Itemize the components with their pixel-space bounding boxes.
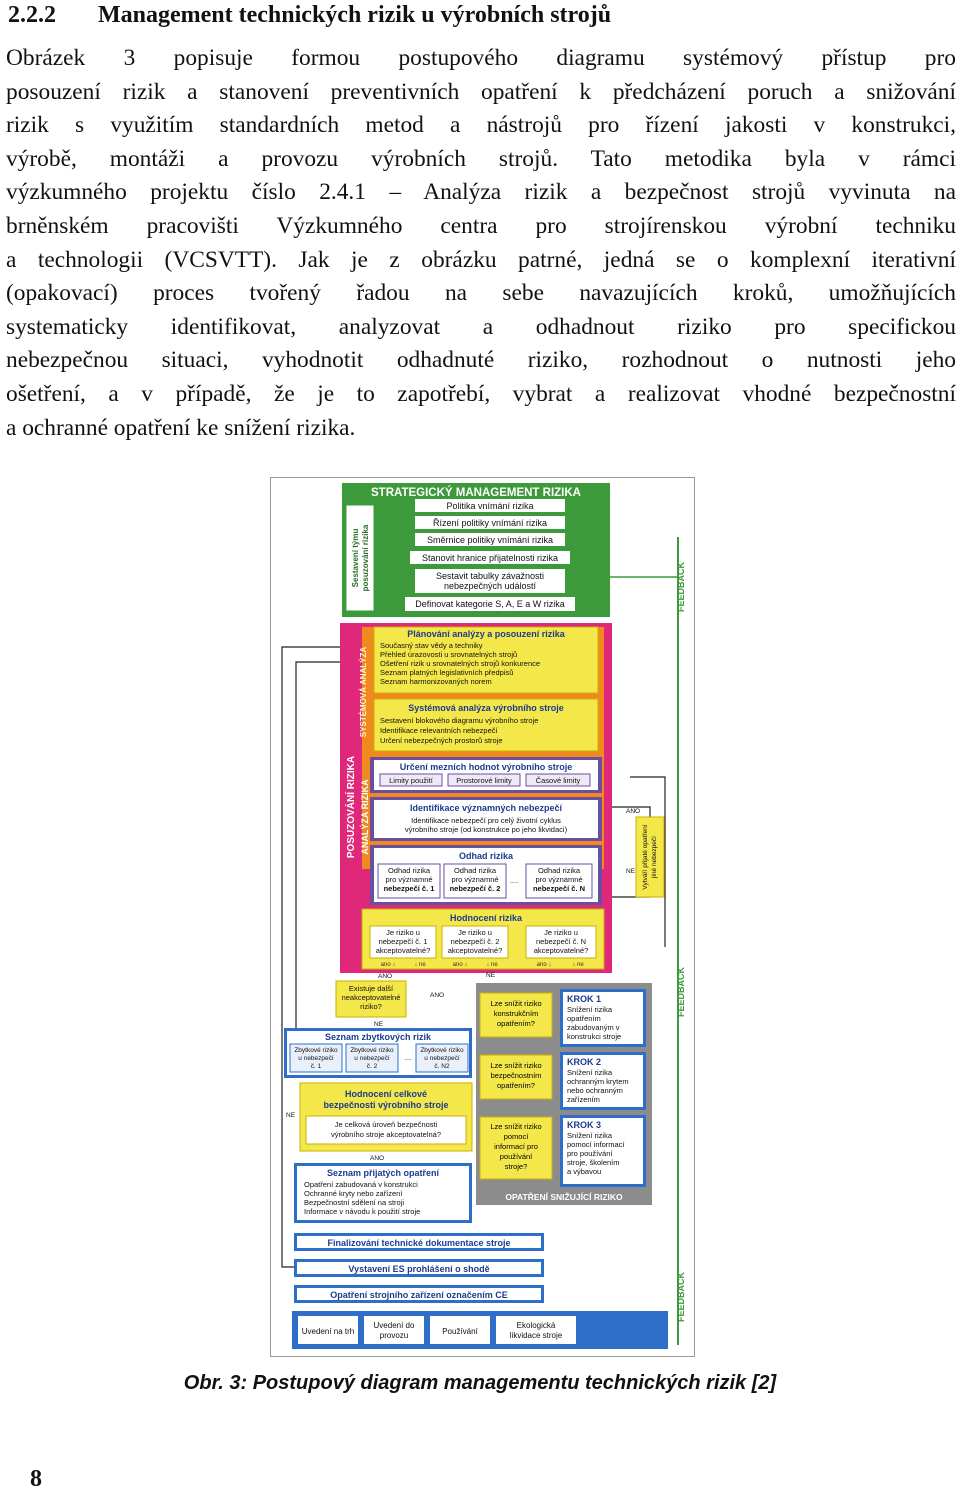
no-label: NE bbox=[626, 868, 636, 875]
reduce-question: opatřením? bbox=[497, 1081, 535, 1090]
residual-item: Zbytkové riziko bbox=[420, 1047, 464, 1054]
lifecycle-step: Používání bbox=[442, 1327, 478, 1336]
strategic-step: Politika vnímání rizika bbox=[446, 501, 534, 511]
strategic-step: Řízení politiky vnímání rizika bbox=[432, 518, 548, 528]
team-label-2: posuzování rizika bbox=[361, 524, 370, 592]
systemic-label: SYSTÉMOVÁ ANALÝZA bbox=[359, 646, 368, 738]
paragraph-line: a ochranné opatření ke snížení rizika. bbox=[6, 414, 356, 441]
final-step: Opatření strojního zařízení označením CE bbox=[330, 1290, 508, 1300]
step-title: KROK 1 bbox=[567, 994, 602, 1004]
section-number: 2.2.2 bbox=[8, 2, 56, 28]
planning-item: Seznam platných legislativních předpisů bbox=[380, 668, 514, 677]
page-number: 8 bbox=[30, 1466, 42, 1492]
evaluation-answer: ano ↓ bbox=[380, 962, 396, 968]
yes-label: ANO bbox=[430, 992, 445, 999]
lifecycle-step: Ekologická bbox=[516, 1321, 556, 1330]
reduce-question: Lze snížit riziko bbox=[490, 1061, 542, 1070]
final-step: Vystavení ES prohlášení o shodě bbox=[348, 1264, 490, 1274]
lifecycle-step: likvidace stroje bbox=[509, 1331, 563, 1340]
step-line: nebo ochranným bbox=[567, 1086, 623, 1095]
step-title: KROK 2 bbox=[567, 1057, 602, 1067]
no-label: NE bbox=[486, 972, 496, 979]
limits-title: Určení mezních hodnot výrobního stroje bbox=[399, 762, 573, 772]
system-analysis-title: Systémová analýza výrobního stroje bbox=[408, 703, 564, 713]
paragraph-line: systematicky identifikovat, analyzovat a odhadnout riziko pro specifickou bbox=[6, 313, 956, 340]
residual-item: č. 2 bbox=[366, 1063, 378, 1070]
step-line: Snížení rizika bbox=[567, 1068, 613, 1077]
evaluation-title: Hodnocení rizika bbox=[449, 913, 523, 923]
estimation-item: pro významné bbox=[535, 875, 583, 884]
planning-item: Ošetření rizik u srovnatelných strojů konkurence bbox=[380, 659, 541, 668]
step-line: Snížení rizika bbox=[567, 1005, 613, 1014]
risk-management-flowchart bbox=[270, 477, 695, 1357]
accepted-question: jiné nebezpečí bbox=[651, 836, 658, 878]
paragraph-line: posouzení rizik a stanovení preventivních opatření k předcházení poruch a snižování bbox=[6, 78, 956, 105]
paragraph-line: brněnském pracovišti Výzkumného centra pro strojírenskou výrobní techniku bbox=[6, 212, 956, 239]
evaluation-item: nebezpečí č. 2 bbox=[450, 937, 500, 946]
planning-item: Současný stav vědy a techniky bbox=[380, 641, 483, 650]
residual-item: Zbytkové riziko bbox=[350, 1047, 394, 1054]
lifecycle-step: provozu bbox=[379, 1331, 409, 1340]
identification-line: výrobního stroje (od konstrukce po jeho likvidaci) bbox=[404, 825, 568, 834]
measures-list-item: Bezpečnostní sdělení na stroji bbox=[304, 1198, 405, 1207]
planning-item: Seznam harmonizovaných norem bbox=[380, 677, 492, 686]
strategic-step: nebezpečných událostí bbox=[443, 581, 537, 591]
accepted-question: Vytváří přijaté opatření bbox=[642, 824, 649, 890]
lifecycle-step: Uvedení na trh bbox=[301, 1327, 355, 1336]
evaluation-item: nebezpečí č. 1 bbox=[378, 937, 428, 946]
reduce-question: bezpečnostním bbox=[490, 1071, 542, 1080]
limit-item: Prostorové limity bbox=[456, 776, 512, 785]
evaluation-item: Je riziko u bbox=[544, 928, 578, 937]
reduce-question: pomocí bbox=[503, 1132, 529, 1141]
residual-item: č. 1 bbox=[310, 1063, 322, 1070]
evaluation-item: Je riziko u bbox=[458, 928, 492, 937]
estimation-title: Odhad rizika bbox=[458, 851, 514, 861]
evaluation-item: akceptovatelné? bbox=[533, 946, 589, 955]
section-title: Management technických rizik u výrobních strojů bbox=[98, 2, 612, 28]
overall-question: Je celková úroveň bezpečnosti bbox=[334, 1120, 438, 1129]
further-risk-question: neakceptovatelné bbox=[341, 993, 401, 1002]
paragraph-line: nebezpečnou situaci, vyhodnotit odhadnuté riziko, rozhodnout o nutnosti jeho bbox=[6, 347, 956, 374]
reduce-question: Lze snížit riziko bbox=[490, 999, 542, 1008]
evaluation-answer: ano ↓ bbox=[536, 962, 552, 968]
lifecycle-step: Uvedení do bbox=[373, 1321, 415, 1330]
section-heading bbox=[8, 2, 611, 29]
yes-label: ANO bbox=[370, 1155, 385, 1162]
strategic-title: STRATEGICKÝ MANAGEMENT RIZIKA bbox=[371, 487, 581, 499]
analysis-label: ANALÝZA RIZIKA bbox=[360, 779, 370, 855]
residual-item: Zbytkové riziko bbox=[294, 1047, 338, 1054]
assessment-label: POSUZOVÁNÍ RIZIKA bbox=[346, 755, 357, 859]
limit-item: Časové limity bbox=[535, 776, 581, 785]
step-line: zabudovaným v bbox=[567, 1023, 620, 1032]
evaluation-item: akceptovatelné? bbox=[447, 946, 503, 955]
measures-list-item: Opatření zabudovaná v konstrukci bbox=[304, 1180, 418, 1189]
evaluation-item: Je riziko u bbox=[386, 928, 420, 937]
step-line: ochranným krytem bbox=[567, 1077, 629, 1086]
residual-dots: .... bbox=[404, 1055, 412, 1062]
step-line: pomocí informací bbox=[567, 1140, 625, 1149]
overall-title: bezpečnosti výrobního stroje bbox=[323, 1100, 449, 1110]
planning-title: Plánování analýzy a posouzení rizika bbox=[407, 629, 565, 639]
reduce-question: konstrukčním bbox=[493, 1009, 539, 1018]
feedback-label-3: FEEDBACK bbox=[676, 1271, 686, 1323]
strategic-step: Sestavit tabulky závažnosti bbox=[435, 571, 545, 581]
evaluation-answer: ano ↓ bbox=[452, 962, 468, 968]
paragraph-line: výrobě, montáži a provozu výrobních strojů. Tato metodika byla v rámci bbox=[6, 145, 956, 172]
reduce-question: stroje? bbox=[504, 1162, 528, 1171]
residual-item: u nebezpečí bbox=[354, 1055, 390, 1062]
system-analysis-item: Identifikace relevantních nebezpečí bbox=[380, 726, 498, 735]
step-line: pro používání bbox=[567, 1149, 613, 1158]
residual-item: u nebezpečí bbox=[424, 1055, 460, 1062]
limit-item: Limity použití bbox=[389, 776, 433, 785]
estimation-item: nebezpečí č. N bbox=[532, 884, 586, 893]
identification-line: Identifikace nebezpečí pro celý životní cyklus bbox=[411, 816, 561, 825]
estimation-item: pro významné bbox=[451, 875, 499, 884]
measures-list-title: Seznam přijatých opatření bbox=[326, 1168, 440, 1178]
evaluation-answer: ↓ ne bbox=[414, 962, 426, 968]
system-analysis-item: Určení nebezpečných prostorů stroje bbox=[380, 736, 503, 745]
residual-item: č. N2 bbox=[434, 1063, 450, 1070]
residual-item: u nebezpečí bbox=[298, 1055, 334, 1062]
estimation-item: nebezpečí č. 2 bbox=[449, 884, 501, 893]
estimation-item: nebezpečí č. 1 bbox=[383, 884, 435, 893]
evaluation-answer: ↓ ne bbox=[486, 962, 498, 968]
paragraph-line: ošetření, a v případě, že je to zapotřebí, vybrat a realizovat vhodné bezpečnostní bbox=[6, 380, 956, 407]
measures-list-item: Informace v návodu k použití stroje bbox=[304, 1207, 421, 1216]
step-line: zařízením bbox=[567, 1095, 600, 1104]
paragraph-line: (opakovací) proces tvořený řadou na sebe navazujících kroků, umožňujících bbox=[6, 280, 956, 307]
measures-label: OPATŘENÍ SNIŽUJÍCÍ RIZIKO bbox=[505, 1192, 623, 1202]
paragraph-line: a technologii (VCSVTT). Jak je z obrázku patrné, jedná se o komplexní iterativní bbox=[6, 246, 956, 273]
evaluation-answer: ↓ ne bbox=[572, 962, 584, 968]
step-line: a výbavou bbox=[567, 1167, 602, 1176]
step-line: stroje, školením bbox=[567, 1158, 620, 1167]
no-label: NE bbox=[286, 1112, 296, 1119]
residual-title: Seznam zbytkových rizik bbox=[324, 1032, 432, 1042]
strategic-step: Směrnice politiky vnímání rizika bbox=[426, 535, 554, 545]
evaluation-item: nebezpečí č. N bbox=[535, 937, 587, 946]
body-paragraph bbox=[6, 42, 956, 445]
strategic-step: Stanovit hranice přijatelnosti rizika bbox=[421, 553, 559, 563]
step-line: Snížení rizika bbox=[567, 1131, 613, 1140]
step-line: opatřením bbox=[567, 1014, 601, 1023]
feedback-label-1: FEEDBACK bbox=[676, 561, 686, 613]
yes-label: ANO bbox=[378, 973, 393, 980]
paragraph-line: výzkumného projektu číslo 2.4.1 – Analýza rizik a bezpečnost strojů vyvinuta na bbox=[6, 179, 956, 206]
reduce-question: informací pro bbox=[494, 1142, 538, 1151]
planning-item: Přehled úrazovosti u srovnatelných strojů bbox=[380, 650, 518, 659]
reduce-question: používání bbox=[499, 1152, 533, 1161]
further-risk-question: Existuje další bbox=[348, 984, 394, 993]
reduce-question: opatřením? bbox=[497, 1019, 535, 1028]
estimation-item: Odhad rizika bbox=[537, 866, 581, 875]
paragraph-line: rizik s využitím standardních metod a nástrojů pro řízení jakosti v konstrukci, bbox=[6, 112, 956, 139]
no-label: NE bbox=[374, 1021, 384, 1028]
overall-title: Hodnocení celkové bbox=[344, 1089, 428, 1099]
estimation-item: pro významné bbox=[385, 875, 433, 884]
final-step: Finalizování technické dokumentace stroje bbox=[327, 1238, 511, 1248]
yes-label: ANO bbox=[626, 808, 641, 815]
estimation-item: Odhad rizika bbox=[387, 866, 431, 875]
evaluation-item: akceptovatelné? bbox=[375, 946, 431, 955]
figure-caption: Obr. 3: Postupový diagram managementu technických rizik [2] bbox=[183, 1372, 777, 1394]
strategic-step: Definovat kategorie S, A, E a W rizika bbox=[415, 599, 565, 609]
further-risk-question: riziko? bbox=[360, 1002, 382, 1011]
measures-list-item: Ochranné kryty nebo zařízení bbox=[304, 1189, 403, 1198]
overall-question: výrobního stroje akceptovatelná? bbox=[330, 1130, 442, 1139]
reduce-question: Lze snížit riziko bbox=[490, 1122, 542, 1131]
step-title: KROK 3 bbox=[567, 1120, 602, 1130]
system-analysis-item: Sestavení blokového diagramu výrobního stroje bbox=[380, 716, 539, 725]
identification-title: Identifikace významných nebezpečí bbox=[409, 803, 563, 813]
feedback-label-2: FEEDBACK bbox=[676, 966, 686, 1018]
team-label-1: Sestavení týmu bbox=[351, 528, 360, 588]
step-line: konstrukci stroje bbox=[567, 1032, 622, 1041]
estimation-item: Odhad rizika bbox=[453, 866, 497, 875]
paragraph-line: Obrázek 3 popisuje formou postupového diagramu systémový přístup pro bbox=[6, 45, 956, 71]
estimation-dots: .... bbox=[509, 876, 519, 885]
